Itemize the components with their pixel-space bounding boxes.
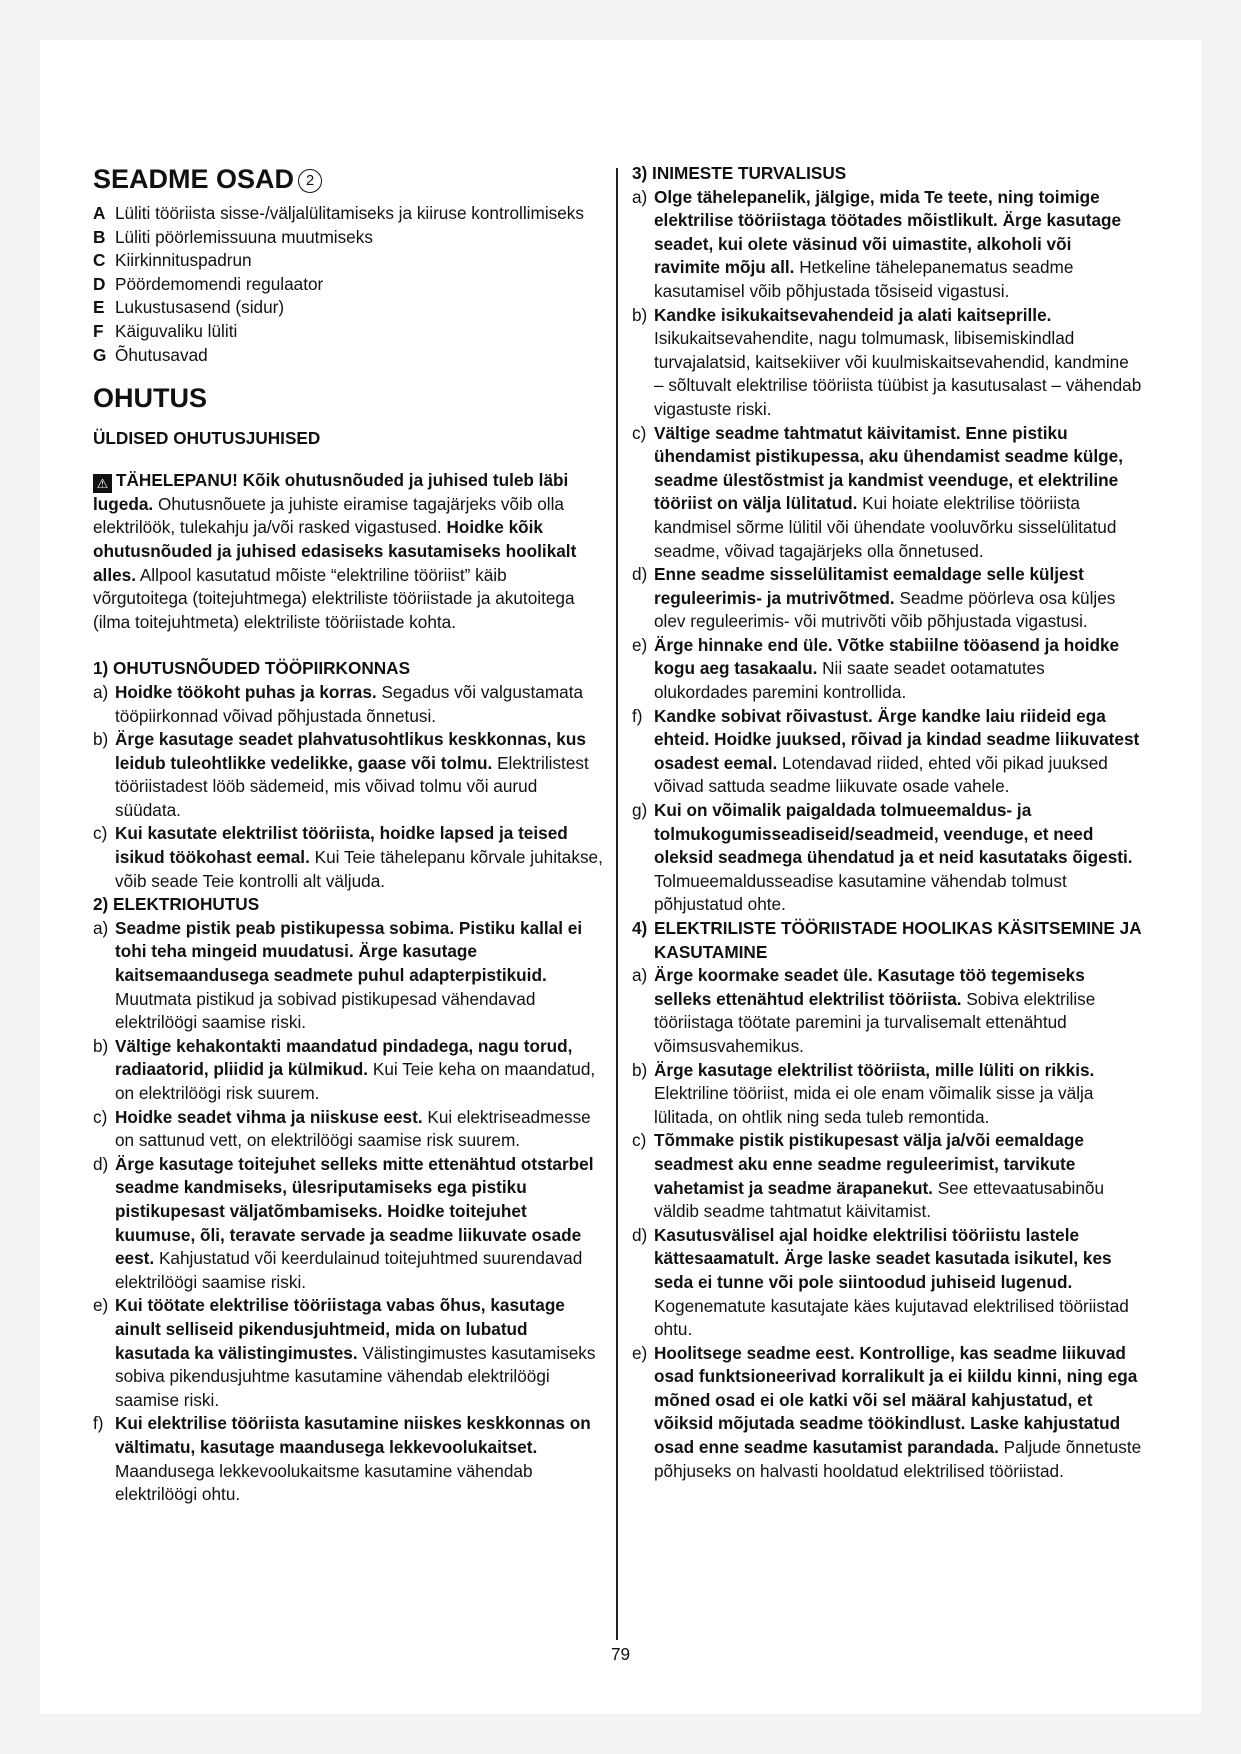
electrical-rule-item bbox=[93, 1294, 603, 1412]
personal-rule-item-text: Lotendavad riided, ehted või pikad juuksed võivad sattuda seadme liikuvate osade vahele. bbox=[654, 752, 1108, 797]
electrical-rule-item-text: Kahjustatud või keerdulainud toitejuhtmed suurendavad elektrilöögi saamise riski. bbox=[115, 1248, 583, 1292]
part-item-text: Käiguvaliku lüliti bbox=[115, 320, 238, 341]
electrical-rule-item bbox=[93, 1106, 603, 1153]
personal-rule-item bbox=[632, 422, 1142, 564]
figure-ref-badge: 2 bbox=[298, 169, 322, 193]
personal-rule-item bbox=[632, 634, 1142, 705]
part-item bbox=[93, 296, 603, 320]
personal-rule-item-label: f) bbox=[632, 705, 643, 726]
part-item bbox=[93, 320, 603, 344]
parts-list bbox=[93, 202, 603, 367]
tool-use-rule-item bbox=[632, 1059, 1142, 1130]
parts-heading: SEADME OSAD 2 bbox=[93, 162, 603, 196]
electrical-rule-item bbox=[93, 1035, 603, 1106]
left-column bbox=[93, 162, 603, 1507]
tool-use-rule-item-bold: Ärge kasutage elektrilist tööriista, mille lüliti on rikkis. bbox=[654, 1059, 1095, 1080]
part-item-text: Õhutusavad bbox=[115, 344, 208, 365]
tool-use-rule-item-label: d) bbox=[632, 1224, 648, 1245]
personal-rule-item bbox=[632, 563, 1142, 634]
personal-rule-item-text: Tolmueemaldusseadise kasutamine vähendab tolmust põhjustatud ohte. bbox=[654, 870, 1067, 915]
personal-rule-item-label: b) bbox=[632, 304, 648, 325]
personal-rule-item bbox=[632, 186, 1142, 304]
personal-rule-item-bold: Kui on võimalik paigaldada tolmueemaldus- ja tolmukogumisseadiseid/seadmeid, veenduge, et need oleksid seadmega ühendatud ja et neid kasutataks õigesti. bbox=[654, 800, 1133, 868]
electrical-rule-item-label: a) bbox=[93, 917, 109, 938]
part-item-label: G bbox=[93, 344, 107, 365]
electrical-heading: 2) ELEKTRIOHUTUS bbox=[93, 894, 260, 915]
tool-use-rule-item-text: Elektriline tööriist, mida ei ole enam võimalik sisse ja välja lülitada, on ohtlik ning seda tuleb remontida. bbox=[654, 1083, 1094, 1127]
electrical-rule-item bbox=[93, 917, 603, 1035]
personal-rule-item-bold: Olge tähelepanelik, jälgige, mida Te teete, ning toimige elektrilise tööriistaga töötades mõistlikult. Ärge kasutage seadet, kui olete väsinud või uimastite, alkoholi või ravimite mõju all. bbox=[654, 186, 1122, 278]
personal-rule-item-label: e) bbox=[632, 634, 648, 655]
part-item-text: Pöördemomendi regulaator bbox=[115, 273, 324, 294]
electrical-rule-item-bold: Kui elektrilise tööriista kasutamine niiskes keskkonnas on vältimatu, kasutage maandusega lekkevoolukaitset. bbox=[115, 1413, 591, 1457]
part-item-label: C bbox=[93, 250, 106, 271]
electrical-rule-item-bold: Vältige kehakontakti maandatud pindadega, nagu torud, radiaatorid, pliidid ja külmikud. bbox=[115, 1035, 573, 1080]
workplace-rule-item-label: b) bbox=[93, 729, 109, 750]
tool-use-rule-item-text: See ettevaatusabinõu väldib seadme tahtmatut käivitamist. bbox=[654, 1177, 1105, 1222]
tool-use-rule-item bbox=[632, 964, 1142, 1058]
warning-triangle-icon: ⚠ bbox=[93, 474, 112, 493]
workplace-rule-item-label: c) bbox=[93, 823, 108, 844]
personal-rule-item-text: Hetkeline tähelepanematus seadme kasutamisel võib põhjustada tõsiseid vigastusi. bbox=[654, 257, 1074, 301]
part-item-text: Lukustusasend (sidur) bbox=[115, 297, 285, 318]
tool-use-rule-item-bold: Kasutusvälisel ajal hoidke elektrilisi tööriistu lastele kättesaamatult. Ärge laske seadet kasutada isikutel, kes seda ei tunne või pole siintoodud juhiseid lugenud. bbox=[654, 1224, 1112, 1292]
workplace-rule-item-text: Elektrilistest tööriistadest lööb sädemeid, mis võivad tolmu või aurud süüdata. bbox=[115, 752, 589, 820]
part-item-label: D bbox=[93, 273, 106, 294]
tool-use-rule-item-label: a) bbox=[632, 965, 648, 986]
personal-rule-item-label: a) bbox=[632, 186, 648, 207]
personal-rule-item bbox=[632, 705, 1142, 799]
part-item-label: F bbox=[93, 320, 104, 341]
part-item-label: B bbox=[93, 226, 106, 247]
workplace-rule-item-text: Segadus või valgustamata tööpiirkonnad võivad põhjustada õnnetusi. bbox=[115, 681, 584, 726]
tool-use-rule-item bbox=[632, 1224, 1142, 1342]
personal-rule-item-text: Seadme pöörleva osa küljes olev reguleerimis- või mutrivõti võib põhjustada vigastusi. bbox=[654, 587, 1116, 632]
right-column bbox=[632, 162, 1142, 1483]
workplace-heading: 1) OHUTUSNÕUDED TÖÖPIIRKONNAS bbox=[93, 658, 411, 679]
personal-rule-item-bold: Vältige seadme tahtmatut käivitamist. Enne pistiku ühendamist pistikupessa, aku ühendamist seadme külge, seadme ülestõstmist ja kandmist veenduge, et elektriline tööriist on välja lülitatud. bbox=[654, 422, 1123, 514]
general-warning: ⚠ TÄHELEPANU! Kõik ohutusnõuded ja juhised tuleb läbi lugeda. Ohutusnõuete ja juhiste eiramise tagajärjeks võib olla elektrilöök, tulekahju ja/või rasked vigastused. Hoidke kõik ohutusnõuded ja juhised edasiseks kasutamiseks hoolikalt alles. Allpool kasutatud mõiste “elektriline tööriist” käib võrgutoitega (toitejuhtmega) elektriliste tööriistade ja akutoitega (ilma toitejuhtmeta) elektriliste tööriistade kohta. bbox=[93, 469, 577, 632]
personal-rule-item-bold: Enne seadme sisselülitamist eemaldage selle küljest reguleerimis- ja mutrivõtmed. bbox=[654, 564, 1084, 608]
electrical-list bbox=[93, 917, 603, 1507]
general-safety-heading: ÜLDISED OHUTUSJUHISED bbox=[93, 428, 321, 449]
electrical-rule-item-text: Maandusega lekkevoolukaitsme kasutamine vähendab elektrilöögi ohtu. bbox=[115, 1460, 533, 1505]
personal-heading: 3) INIMESTE TURVALISUS bbox=[632, 163, 847, 183]
part-item-text: Kiirkinnituspadrun bbox=[115, 250, 252, 271]
part-item bbox=[93, 202, 603, 226]
personal-rule-item-label: c) bbox=[632, 422, 647, 443]
workplace-rule-item bbox=[93, 728, 603, 822]
part-item bbox=[93, 249, 603, 273]
part-item-label: E bbox=[93, 297, 105, 318]
personal-rule-item-bold: Kandke isikukaitsevahendeid ja alati kaitseprille. bbox=[654, 304, 1052, 325]
part-item bbox=[93, 273, 603, 297]
electrical-rule-item-bold: Hoidke seadet vihma ja niiskuse eest. bbox=[115, 1106, 423, 1127]
personal-rule-item-label: d) bbox=[632, 564, 648, 585]
electrical-rule-item-label: d) bbox=[93, 1153, 109, 1174]
personal-rule-item-bold: Ärge hinnake end üle. Võtke stabiilne tööasend ja hoidke kogu aeg tasakaalu. bbox=[654, 634, 1120, 679]
part-item bbox=[93, 226, 603, 250]
part-item-text: Lüliti pöörlemissuuna muutmiseks bbox=[115, 226, 373, 247]
tool-use-list bbox=[632, 964, 1142, 1483]
part-item-text: Lüliti tööriista sisse-/väljalülitamiseks ja kiiruse kontrollimiseks bbox=[115, 203, 584, 223]
tool-use-rule-item-text: Kogenematute kasutajate käes kujutavad elektrilised tööriistad ohtu. bbox=[654, 1295, 1129, 1340]
tool-use-rule-item bbox=[632, 1342, 1142, 1484]
personal-rule-item-text: Isikukaitsevahendite, nagu tolmumask, libisemiskindlad turvajalatsid, kaitsekiiver või kuulmiskaitsevahendid, kandmine – sõltuvalt elektrilise tööriista tüübist ja kasutusalast – vähendab vigastuste riski. bbox=[654, 328, 1142, 419]
part-item bbox=[93, 344, 603, 368]
tool-use-heading: 4) ELEKTRILISTE TÖÖRIISTADE HOOLIKAS KÄSITSEMINE JA KASUTAMINE bbox=[632, 918, 1142, 962]
tool-use-rule-item-label: c) bbox=[632, 1130, 647, 1151]
electrical-rule-item-text: Kui Teie keha on maandatud, on elektrilöögi risk suurem. bbox=[115, 1059, 596, 1103]
personal-rule-item-label: g) bbox=[632, 800, 648, 821]
workplace-rule-item-bold: Kui kasutate elektrilist tööriista, hoidke lapsed ja teised isikud töökohast eemal. bbox=[115, 823, 568, 868]
personal-rule-item-text: Kui hoiate elektrilise tööriista kandmisel sõrme lülitil või ühendate vooluvõrku sisselülitatud seadme, võivad tagajärjeks olla õnnetused. bbox=[654, 493, 1117, 561]
tool-use-rule-item-label: e) bbox=[632, 1342, 648, 1363]
tool-use-rule-item-label: b) bbox=[632, 1059, 648, 1080]
workplace-rule-item bbox=[93, 681, 603, 728]
workplace-rule-item-text: Kui Teie tähelepanu kõrvale juhitakse, võib seade Teie kontrolli alt väljuda. bbox=[115, 847, 603, 891]
electrical-rule-item-bold: Seadme pistik peab pistikupessa sobima. Pistiku kallal ei tohi teha mingeid muudatusi. Ärge kasutage kaitsemaandusega seadmete puhul adapterpistikuid. bbox=[115, 917, 583, 986]
workplace-list bbox=[93, 681, 603, 893]
electrical-rule-item-text: Kui elektriseadmesse on sattunud vett, on elektrilöögi saamise risk suurem. bbox=[115, 1106, 591, 1151]
personal-list bbox=[632, 186, 1142, 917]
tool-use-rule-item-bold: Hoolitsege seadme eest. Kontrollige, kas seadme liikuvad osad funktsioneerivad korralikult ja ei kiildu kinni, ning ega mõned osad ei ole katki või sel määral kahjustatud, et võiksid mõjutada seadme töökindlust. Laske kahjustatud osad enne seadme kasutamist parandada. bbox=[654, 1342, 1138, 1458]
electrical-rule-item-label: f) bbox=[93, 1413, 104, 1434]
electrical-rule-item-label: c) bbox=[93, 1106, 108, 1127]
tool-use-rule-item-bold: Ärge koormake seadet üle. Kasutage töö tegemiseks selleks ettenähtud elektrilist tööriista. bbox=[654, 965, 1085, 1009]
safety-heading: OHUTUS bbox=[93, 383, 207, 414]
electrical-rule-item bbox=[93, 1412, 603, 1506]
personal-rule-item-text: Nii saate seadet ootamatutes olukordades paremini kontrollida. bbox=[654, 658, 1045, 703]
workplace-rule-item-label: a) bbox=[93, 681, 109, 702]
electrical-rule-item-bold: Ärge kasutage toitejuhet selleks mitte ettenähtud otstarbel seadme kandmiseks, ülesriputamiseks ega pistiku pistikupesast väljatõmbamiseks. Hoidke toitejuhet kuumuse, õli, teravate servade ja seadme liikuvate osade eest. bbox=[115, 1153, 594, 1269]
personal-rule-item bbox=[632, 304, 1142, 422]
electrical-rule-item-label: b) bbox=[93, 1035, 109, 1056]
tool-use-rule-item bbox=[632, 1129, 1142, 1223]
electrical-rule-item bbox=[93, 1153, 603, 1295]
column-divider bbox=[616, 168, 618, 1640]
tool-use-rule-item-text: Paljude õnnetuste põhjuseks on halvasti hooldatud elektrilised tööriistad. bbox=[654, 1437, 1142, 1481]
tool-use-rule-item-bold: Tõmmake pistik pistikupesast välja ja/või eemaldage seadmest aku enne seadme reguleerimist, tarvikute vahetamist ja seadme ärapanekut. bbox=[654, 1130, 1084, 1198]
workplace-rule-item-bold: Ärge kasutage seadet plahvatusohtlikus keskkonnas, kus leidub tuleohtlikke vedelikke, gaase või tolmu. bbox=[115, 729, 586, 773]
part-item-label: A bbox=[93, 203, 106, 223]
electrical-rule-item-label: e) bbox=[93, 1295, 109, 1316]
electrical-rule-item-bold: Kui töötate elektrilise tööriistaga vabas õhus, kasutage ainult selliseid pikendusjuhtmeid, mida on lubatud kasutada ka välistingimustes. bbox=[115, 1295, 565, 1363]
workplace-rule-item bbox=[93, 822, 603, 893]
tool-use-rule-item-text: Sobiva elektrilise tööriistaga töötate paremini ja turvalisemalt ettenähtud võimsusvahemikus. bbox=[654, 988, 1096, 1056]
electrical-rule-item-text: Muutmata pistikud ja sobivad pistikupesad vähendavad elektrilöögi saamise riski. bbox=[115, 988, 536, 1033]
personal-rule-item-bold: Kandke sobivat rõivastust. Ärge kandke laiu riideid ega ehteid. Hoidke juuksed, rõivad ja kindad seadme liikuvatest osadest eemal. bbox=[654, 705, 1140, 773]
electrical-rule-item-text: Välistingimustes kasutamiseks sobiva pikendusjuhtme kasutamine vähendab elektrilöögi saamise riski. bbox=[115, 1342, 596, 1410]
workplace-rule-item-bold: Hoidke töökoht puhas ja korras. bbox=[115, 681, 377, 702]
page-number: 79 bbox=[610, 1644, 631, 1664]
personal-rule-item bbox=[632, 799, 1142, 917]
